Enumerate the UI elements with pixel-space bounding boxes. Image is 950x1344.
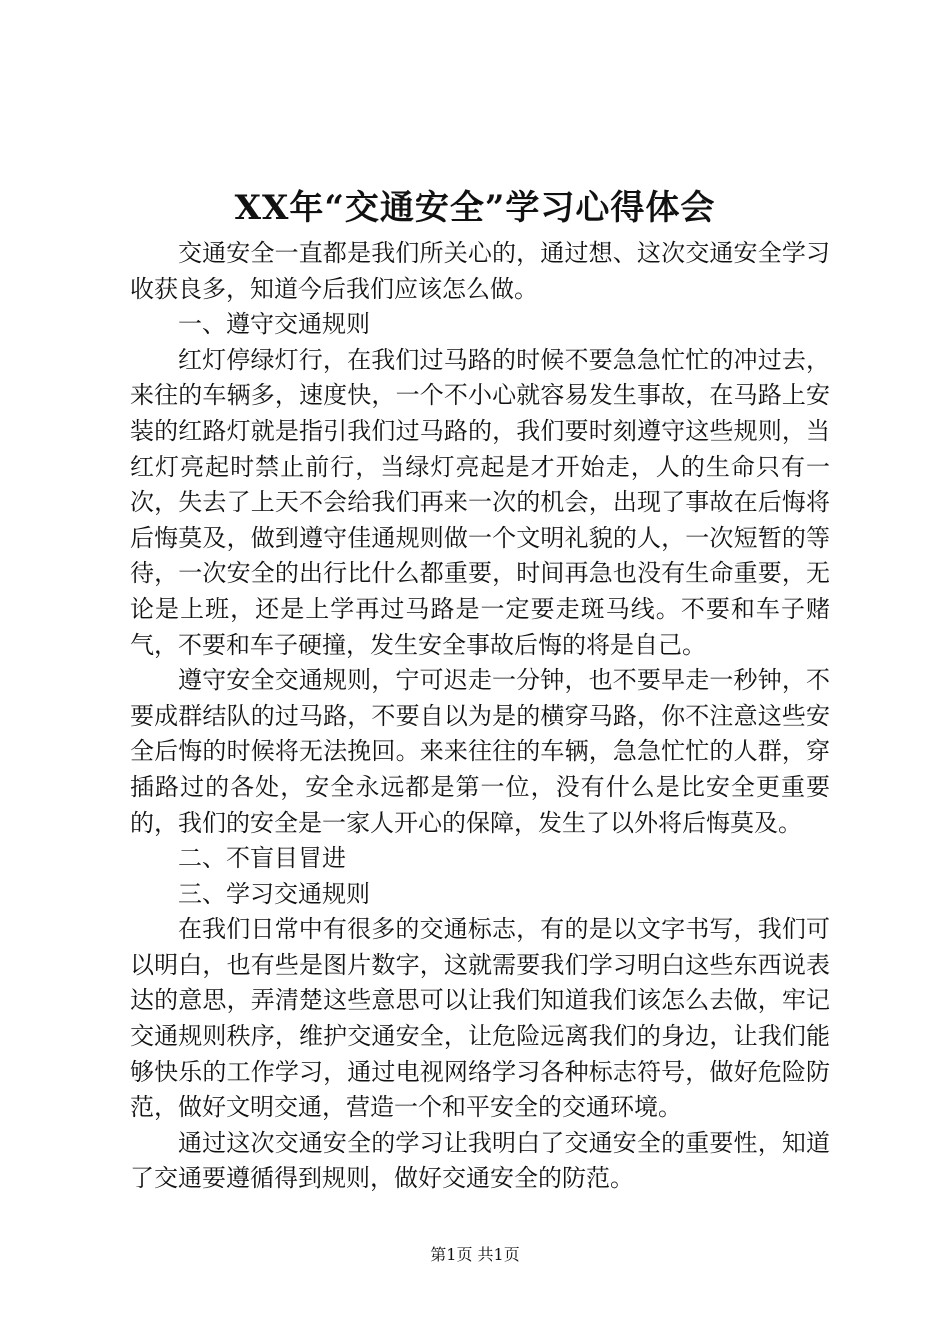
paragraph-obey-rules: 遵守安全交通规则，宁可迟走一分钟，也不要早走一秒钟，不要成群结队的过马路，不要自以为是的横穿马路，你不注意这些安全后悔的时候将无法挽回。来来往往的车辆，急急忙忙的人群，穿插路过的各处，安全永远都是第一位，没有什么是比安全更重要的，我们的安全是一家人开心的保障，发生了以外将后悔莫及。 (130, 666, 830, 837)
section-heading-3: 三、学习交通规则 (178, 879, 370, 908)
paragraph-traffic-lights: 红灯停绿灯行，在我们过马路的时候不要急急忙忙的冲过去，来往的车辆多，速度快，一个不小心就容易发生事故，在马路上安装的红路灯就是指引我们过马路的，我们要时刻遵守这些规则，当红灯亮起时禁止前行，当绿灯亮起是才开始走，人的生命只有一次，失去了上天不会给我们再来一次的机会，出现了事故在后悔将后悔莫及，做到遵守佳通规则做一个文明礼貌的人，一次短暂的等待，一次安全的出行比什么都重要，时间再急也没有生命重要，无论是上班，还是上学再过马路是一定要走斑马线。不要和车子赌气，不要和车子硬撞，发生安全事故后悔的将是自己。 (130, 345, 830, 659)
page-number-footer: 第1页 共1页 (430, 1245, 520, 1264)
document-body (130, 236, 830, 1197)
paragraph-conclusion: 通过这次交通安全的学习让我明白了交通安全的重要性，知道了交通要遵循得到规则，做好交通安全的防范。 (130, 1128, 830, 1193)
paragraph-intro: 交通安全一直都是我们所关心的，通过想、这次交通安全学习收获良多，知道今后我们应该怎么做。 (130, 239, 830, 303)
document-title: XX年“交通安全”学习心得体会 (234, 188, 716, 228)
section-heading-1: 一、遵守交通规则 (178, 310, 370, 339)
paragraph-traffic-signs: 在我们日常中有很多的交通标志，有的是以文字书写，我们可以明白，也有些是图片数字，这就需要我们学习明白这些东西说表达的意思，弄清楚这些意思可以让我们知道我们该怎么去做，牢记交通规则秩序，维护交通安全，让危险远离我们的身边，让我们能够快乐的工作学习，通过电视网络学习各种标志符号，做好危险防范，做好文明交通，营造一个和平安全的交通环境。 (130, 915, 830, 1122)
section-heading-2: 二、不盲目冒进 (178, 844, 346, 873)
